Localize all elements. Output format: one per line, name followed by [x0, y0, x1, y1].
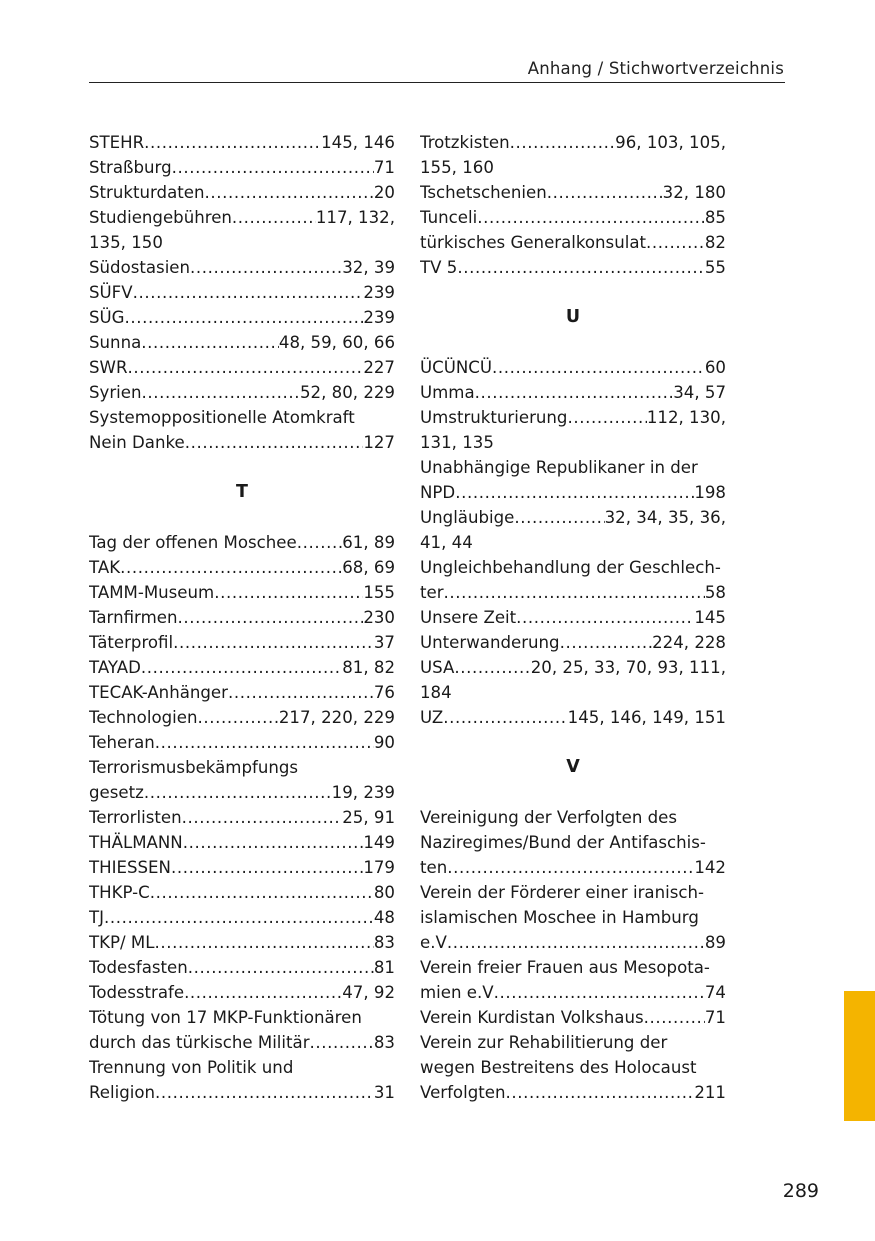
index-entry-line [89, 880, 395, 905]
entry-term: TECAK-Anhänger [89, 683, 228, 702]
dot-leader [443, 705, 567, 730]
index-entry-line [89, 205, 395, 230]
index-entry-line [420, 880, 726, 905]
dot-leader [185, 430, 364, 455]
dot-leader [154, 930, 373, 955]
entry-pages: 81, 82 [342, 658, 395, 677]
index-entry-line [420, 205, 726, 230]
entry-pages: 52, 80, 229 [299, 383, 395, 402]
index-entry-line [420, 705, 726, 730]
entry-pages: 32, 39 [342, 258, 395, 277]
index-entry-line [420, 680, 726, 705]
dot-leader [492, 355, 705, 380]
entry-pages: 230 [363, 608, 395, 627]
dot-leader [177, 605, 363, 630]
entry-pages: 80 [373, 883, 395, 902]
index-entry-line [420, 905, 726, 930]
index-entry-line [89, 605, 395, 630]
index-entry-line [89, 955, 395, 980]
entry-pages: 85 [704, 208, 726, 227]
dot-leader [190, 255, 342, 280]
entry-pages: 179 [363, 858, 395, 877]
dot-leader [477, 205, 705, 230]
dot-leader [475, 380, 674, 405]
entry-term: THÄLMANN [89, 833, 183, 852]
dot-leader [297, 530, 343, 555]
index-entry-line [420, 655, 726, 680]
dot-leader [447, 930, 705, 955]
dot-leader [644, 1005, 705, 1030]
entry-term: Unabhängige Republikaner in der [420, 458, 698, 477]
dot-leader [310, 1030, 374, 1055]
entry-term: Systemoppositionelle Atomkraft [89, 408, 355, 427]
dot-leader [155, 730, 374, 755]
index-entry-line [89, 780, 395, 805]
dot-leader [141, 655, 342, 680]
entry-term: Trotzkisten [420, 133, 510, 152]
index-entry-line [89, 1080, 395, 1105]
index-entry-line [89, 305, 395, 330]
running-head: Anhang / Stichwortverzeichnis [527, 59, 784, 78]
dot-leader [133, 280, 364, 305]
index-entry-line [420, 1055, 726, 1080]
index-entry-line [420, 830, 726, 855]
index-entry-line [89, 980, 395, 1005]
dot-leader [171, 855, 363, 880]
entry-term: Technologien [89, 708, 198, 727]
entry-pages: 217, 220, 229 [278, 708, 395, 727]
dot-leader [155, 1080, 374, 1105]
entry-term: Verfolgten [420, 1083, 506, 1102]
dot-leader [144, 780, 332, 805]
dot-leader [228, 680, 374, 705]
entry-term: Todesfasten [89, 958, 188, 977]
entry-term: 135, 150 [89, 233, 163, 252]
entry-term: mien e.V [420, 983, 494, 1002]
entry-term: Umma [420, 383, 475, 402]
entry-pages: 76 [373, 683, 395, 702]
dot-leader [204, 180, 373, 205]
entry-term: Ungläubige [420, 508, 515, 527]
entry-term: UZ [420, 708, 444, 727]
entry-pages: 198 [694, 483, 726, 502]
entry-term: islamischen Moschee in Hamburg [420, 908, 699, 927]
dot-leader [182, 805, 343, 830]
index-entry-line [420, 605, 726, 630]
entry-term: ter [420, 583, 444, 602]
index-entry-line [420, 505, 726, 530]
index-column-left [89, 130, 395, 1105]
entry-pages: 83 [373, 1033, 395, 1052]
index-entry-line [89, 580, 395, 605]
index-entry-line [89, 555, 395, 580]
entry-pages: 68, 69 [342, 558, 395, 577]
dot-leader [141, 330, 279, 355]
entry-term: TJ [89, 908, 105, 927]
entry-term: Religion [89, 1083, 156, 1102]
index-entry-line [89, 180, 395, 205]
entry-pages: 82 [704, 233, 726, 252]
entry-term: Teheran [89, 733, 155, 752]
index-entry-line [89, 255, 395, 280]
entry-term: Vereinigung der Verfolgten des [420, 808, 678, 827]
index-entry-line [89, 705, 395, 730]
index-entry-line [89, 230, 395, 255]
entry-pages: 145, 146, 149, 151 [567, 708, 726, 727]
index-entry-line [89, 830, 395, 855]
entry-pages: 224, 228 [652, 633, 726, 652]
index-entry-line [89, 655, 395, 680]
entry-term: THIESSEN [89, 858, 171, 877]
dot-leader [188, 955, 374, 980]
section-thumb-tab [844, 991, 875, 1121]
dot-leader [547, 180, 663, 205]
entry-pages: 20, 25, 33, 70, 93, 111, [530, 658, 726, 677]
page-number: 289 [782, 1180, 819, 1202]
index-entry-line [420, 980, 726, 1005]
entry-term: Nein Danke [89, 433, 185, 452]
dot-leader [494, 980, 705, 1005]
dot-leader [150, 880, 374, 905]
index-entry-line [420, 480, 726, 505]
entry-pages: 48 [373, 908, 395, 927]
dot-leader [172, 155, 374, 180]
index-entry-line [420, 230, 726, 255]
section-letter: U [565, 307, 581, 327]
index-entry-line [420, 805, 726, 830]
entry-pages: 211 [694, 1083, 726, 1102]
entry-pages: 60 [704, 358, 726, 377]
entry-term: TAYAD [89, 658, 141, 677]
entry-term: Straßburg [89, 158, 172, 177]
dot-leader [444, 580, 705, 605]
entry-pages: 83 [373, 933, 395, 952]
entry-term: 41, 44 [420, 533, 473, 552]
entry-term: TV 5 [420, 258, 458, 277]
index-entry-line [420, 1080, 726, 1105]
entry-term: Täterprofil [89, 633, 174, 652]
entry-term: gesetz [89, 783, 144, 802]
index-entry-line [89, 730, 395, 755]
index-entry-line [89, 405, 395, 430]
entry-pages: 149 [363, 833, 395, 852]
index-entry-line [89, 380, 395, 405]
dot-leader [184, 980, 342, 1005]
entry-pages: 47, 92 [342, 983, 395, 1002]
entry-term: Todesstrafe [89, 983, 185, 1002]
entry-term: SÜG [89, 308, 125, 327]
entry-pages: 239 [363, 308, 395, 327]
entry-term: Tötung von 17 MKP-Funktionären [89, 1008, 362, 1027]
entry-term: Syrien [89, 383, 142, 402]
entry-term: Tag der offenen Moschee [89, 533, 297, 552]
entry-term: 155, 160 [420, 158, 494, 177]
entry-pages: 71 [373, 158, 395, 177]
entry-term: Unterwanderung [420, 633, 560, 652]
index-entry-line [89, 1055, 395, 1080]
entry-term: e.V [420, 933, 447, 952]
entry-pages: 127 [363, 433, 395, 452]
entry-term: TKP/ ML [89, 933, 155, 952]
entry-pages: 90 [373, 733, 395, 752]
index-entry-line [420, 380, 726, 405]
entry-pages: 117, 132, [315, 208, 395, 227]
index-entry-line [89, 530, 395, 555]
index-entry-line [420, 1030, 726, 1055]
entry-term: Trennung von Politik und [89, 1058, 294, 1077]
entry-term: Unsere Zeit [420, 608, 517, 627]
entry-pages: 89 [704, 933, 726, 952]
entry-term: Tschetschenien [420, 183, 547, 202]
index-entry-line [89, 1030, 395, 1055]
entry-term: durch das türkische Militär [89, 1033, 310, 1052]
index-entry-line [89, 805, 395, 830]
entry-term: Südostasien [89, 258, 191, 277]
dot-leader [567, 405, 646, 430]
entry-pages: 19, 239 [331, 783, 395, 802]
index-entry-line [89, 155, 395, 180]
index-entry-line [89, 855, 395, 880]
index-entry-line [420, 255, 726, 280]
dot-leader [104, 905, 374, 930]
index-entry-line [420, 855, 726, 880]
section-letter: T [236, 482, 248, 502]
index-entry-line [89, 905, 395, 930]
dot-leader [454, 655, 530, 680]
index-entry-line [420, 130, 726, 155]
entry-term: SÜFV [89, 283, 133, 302]
entry-pages: 142 [694, 858, 726, 877]
entry-term: Naziregimes/Bund der Antifaschis- [420, 833, 706, 852]
dot-leader [560, 630, 653, 655]
section-letter: V [566, 757, 580, 777]
index-entry-line [89, 755, 395, 780]
dot-leader [457, 255, 705, 280]
index-entry-line [89, 130, 395, 155]
dot-leader [510, 130, 616, 155]
index-entry-line [89, 355, 395, 380]
entry-pages: 112, 130, [646, 408, 726, 427]
dot-leader [127, 355, 363, 380]
entry-term: Tarnfirmen [89, 608, 178, 627]
dot-leader [514, 505, 604, 530]
dot-leader [183, 830, 364, 855]
entry-term: 131, 135 [420, 433, 494, 452]
entry-pages: 48, 59, 60, 66 [278, 333, 395, 352]
entry-term: türkisches Generalkonsulat [420, 233, 647, 252]
entry-term: Tunceli [420, 208, 478, 227]
dot-leader [120, 555, 342, 580]
entry-term: Terrorismusbekämpfungs [89, 758, 299, 777]
entry-term: THKP-C [89, 883, 150, 902]
entry-pages: 20 [373, 183, 395, 202]
entry-term: STEHR [89, 133, 145, 152]
index-entry-line [89, 930, 395, 955]
entry-pages: 31 [373, 1083, 395, 1102]
index-entry-line [420, 955, 726, 980]
entry-term: Sunna [89, 333, 142, 352]
index-entry-line [420, 930, 726, 955]
dot-leader [447, 855, 694, 880]
dot-leader [232, 205, 316, 230]
index-entry-line [89, 330, 395, 355]
entry-term: ÜCÜNCÜ [420, 358, 493, 377]
index-entry-line [420, 1005, 726, 1030]
index-column-right [420, 130, 726, 1105]
entry-term: Studiengebühren [89, 208, 232, 227]
dot-leader [646, 230, 705, 255]
entry-pages: 55 [704, 258, 726, 277]
dot-leader [505, 1080, 694, 1105]
entry-term: TAMM-Museum [89, 583, 215, 602]
entry-pages: 37 [373, 633, 395, 652]
dot-leader [214, 580, 363, 605]
entry-term: Ungleichbehandlung der Geschlech- [420, 558, 721, 577]
index-entry-line [89, 280, 395, 305]
dot-leader [142, 380, 300, 405]
index-entry-line [89, 630, 395, 655]
entry-term: Verein Kurdistan Volkshaus [420, 1008, 644, 1027]
index-entry-line [420, 580, 726, 605]
entry-pages: 61, 89 [342, 533, 395, 552]
index-entry-line [420, 180, 726, 205]
dot-leader [455, 480, 694, 505]
index-entry-line [89, 1005, 395, 1030]
entry-pages: 145, 146 [321, 133, 395, 152]
index-entry-line [420, 430, 726, 455]
entry-term: Strukturdaten [89, 183, 205, 202]
entry-pages: 32, 180 [662, 183, 726, 202]
entry-term: TAK [89, 558, 121, 577]
header-rule [89, 82, 785, 83]
dot-leader [197, 705, 278, 730]
index-entry-line [420, 405, 726, 430]
index-entry-line [89, 680, 395, 705]
entry-pages: 34, 57 [673, 383, 726, 402]
dot-leader [125, 305, 364, 330]
entry-term: wegen Bestreitens des Holocaust [420, 1058, 697, 1077]
entry-pages: 74 [704, 983, 726, 1002]
entry-term: Verein freier Frauen aus Mesopota- [420, 958, 710, 977]
entry-term: NPD [420, 483, 456, 502]
entry-term: Terrorlisten [89, 808, 182, 827]
entry-pages: 71 [704, 1008, 726, 1027]
index-entry-line [420, 355, 726, 380]
dot-leader [144, 130, 321, 155]
entry-pages: 32, 34, 35, 36, [604, 508, 726, 527]
entry-pages: 155 [363, 583, 395, 602]
entry-term: ten [420, 858, 448, 877]
index-entry-line [420, 630, 726, 655]
index-entry-line [420, 455, 726, 480]
entry-term: 184 [420, 683, 452, 702]
entry-pages: 227 [363, 358, 395, 377]
entry-pages: 239 [363, 283, 395, 302]
entry-term: Verein zur Rehabilitierung der [420, 1033, 668, 1052]
entry-pages: 96, 103, 105, [615, 133, 726, 152]
dot-leader [173, 630, 374, 655]
index-entry-line [420, 530, 726, 555]
entry-term: USA [420, 658, 455, 677]
entry-pages: 25, 91 [342, 808, 395, 827]
entry-pages: 145 [694, 608, 726, 627]
index-entry-line [89, 430, 395, 455]
dot-leader [516, 605, 694, 630]
entry-pages: 81 [373, 958, 395, 977]
entry-term: Umstrukturierung [420, 408, 568, 427]
index-entry-line [420, 155, 726, 180]
index-entry-line [420, 555, 726, 580]
entry-term: SWR [89, 358, 128, 377]
entry-term: Verein der Förderer einer iranisch- [420, 883, 704, 902]
entry-pages: 58 [704, 583, 726, 602]
